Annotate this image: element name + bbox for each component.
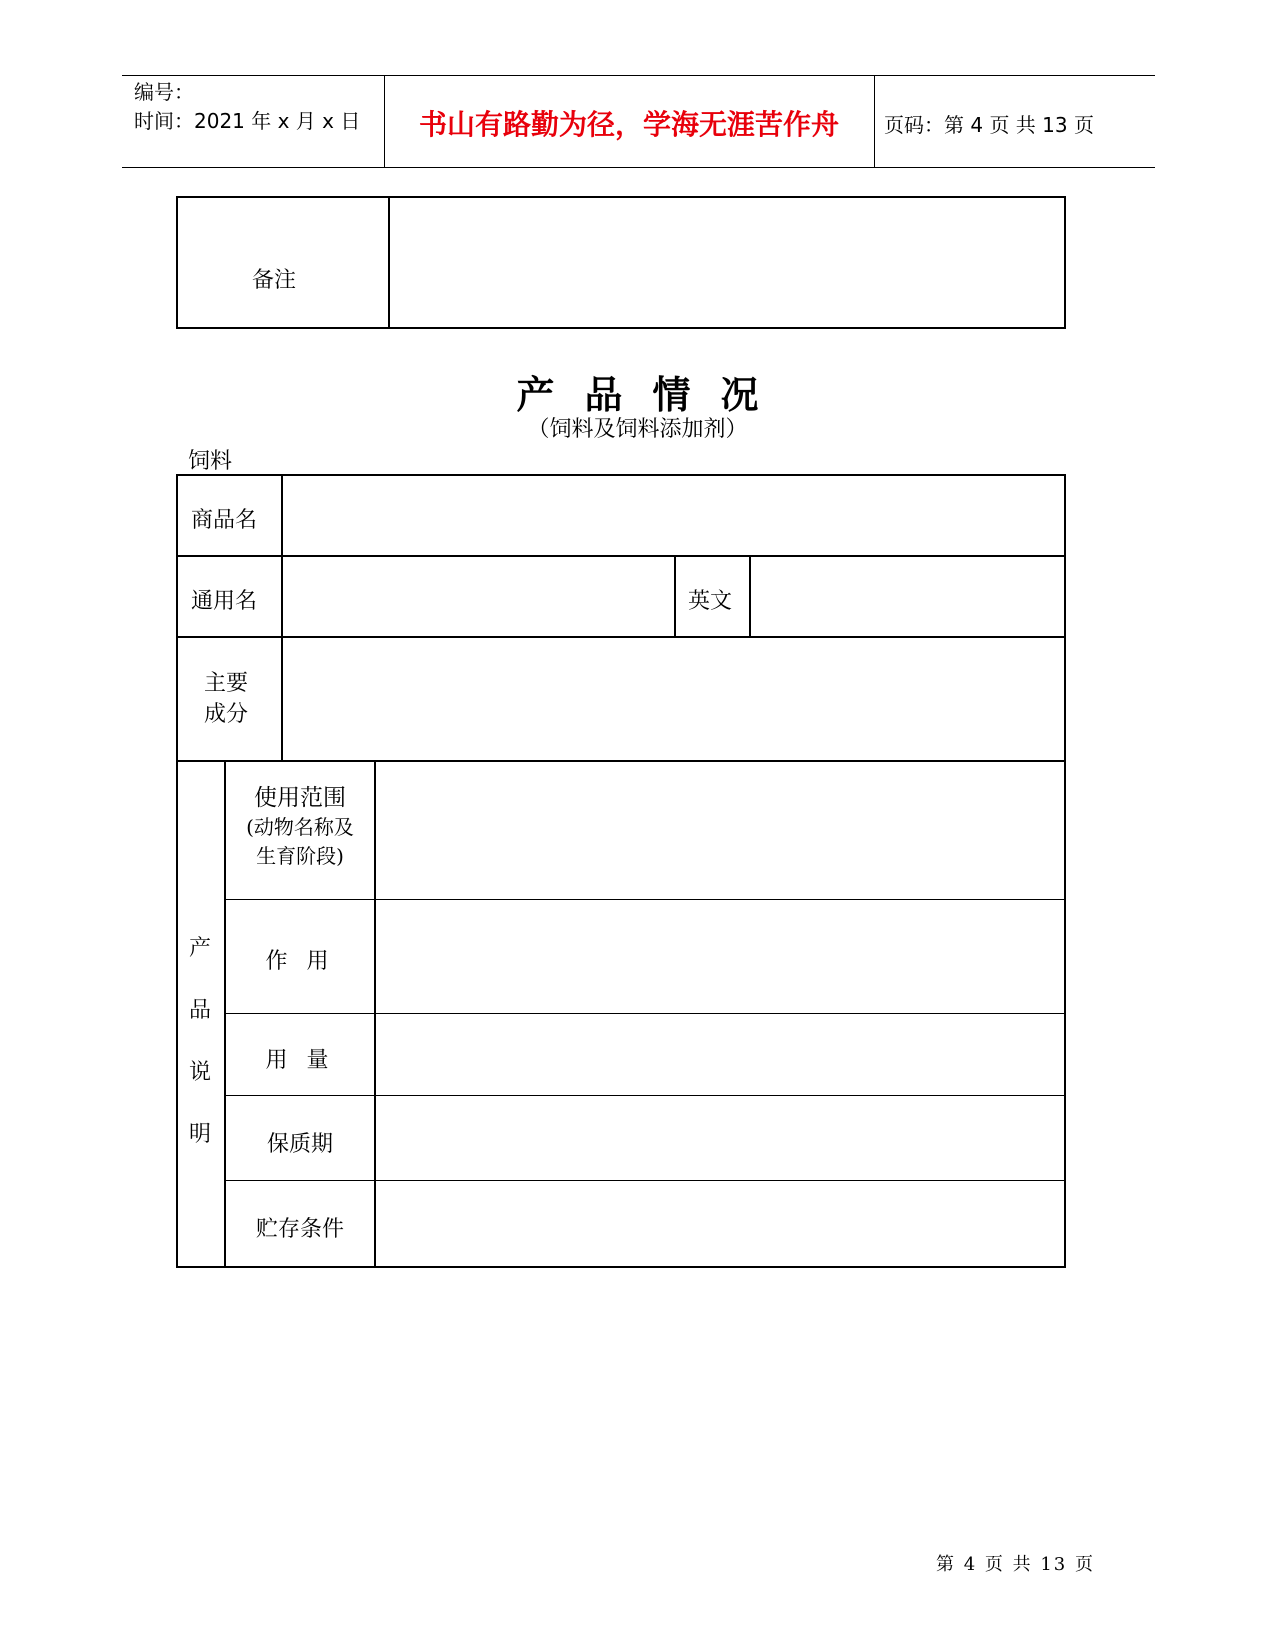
header-bottom-rule (122, 167, 1155, 168)
header-meta (134, 78, 360, 136)
function-label: 作 用 (265, 949, 335, 974)
english-name-field[interactable] (753, 558, 1064, 635)
header-motto: 书山有路勤为径，学海无涯苦作舟 (418, 108, 839, 141)
header-divider-right (874, 75, 875, 167)
main-ingredients-field[interactable] (285, 639, 1064, 759)
document-number-label: 编号： (134, 80, 194, 104)
remarks-divider (388, 196, 390, 329)
main-ingredients-label-line2: 成分 (204, 702, 249, 727)
function-field[interactable] (377, 901, 1064, 1012)
trade-name-field[interactable] (285, 476, 1064, 554)
row-rule-4 (225, 899, 1066, 900)
usage-scope-label-line2: (动物名称及 (246, 815, 354, 839)
usage-scope-label (226, 784, 374, 871)
main-ingredients-label-line1: 主要 (204, 671, 249, 696)
row-rule-2 (176, 636, 1066, 638)
shelf-life-field[interactable] (377, 1097, 1064, 1179)
col-rule-label (281, 474, 283, 761)
col-rule-sublabel (374, 760, 376, 1268)
common-name-field[interactable] (285, 558, 673, 635)
remarks-label: 备注 (252, 268, 297, 293)
product-description-char: 产 (188, 936, 211, 961)
product-description-label (188, 918, 212, 1166)
main-ingredients-label (204, 668, 248, 730)
row-rule-7 (225, 1180, 1066, 1181)
storage-conditions-label: 贮存条件 (255, 1217, 344, 1242)
section-subtitle: （饲料及饲料添加剂） (527, 417, 748, 442)
trade-name-label: 商品名 (191, 508, 258, 533)
header-top-rule (122, 75, 1155, 76)
english-name-label: 英文 (688, 589, 733, 614)
usage-scope-field[interactable] (377, 762, 1064, 898)
storage-conditions-field[interactable] (377, 1182, 1064, 1266)
footer-page-number: 第 4 页 共 13 页 (936, 1554, 1095, 1575)
product-description-char: 说 (188, 1060, 211, 1085)
row-rule-5 (225, 1013, 1066, 1014)
common-name-label: 通用名 (191, 589, 258, 614)
usage-scope-label-line1: 使用范围 (254, 785, 346, 811)
row-rule-6 (225, 1095, 1066, 1096)
col-rule-english-right (749, 555, 751, 637)
usage-scope-label-line3: 生育阶段) (256, 844, 344, 868)
remarks-value-field[interactable] (392, 198, 1062, 327)
row-rule-1 (176, 555, 1066, 557)
category-label: 饲料 (188, 449, 233, 474)
section-title: 产品情况 (516, 372, 789, 417)
product-description-char: 品 (188, 998, 211, 1023)
dosage-label: 用 量 (265, 1048, 335, 1073)
shelf-life-label: 保质期 (266, 1132, 333, 1157)
document-date-label: 时间：2021 年 x 月 x 日 (134, 109, 361, 133)
product-description-char: 明 (188, 1122, 211, 1147)
dosage-field[interactable] (377, 1015, 1064, 1094)
header-page-number: 页码：第 4 页 共 13 页 (884, 113, 1094, 137)
col-rule-english-left (674, 555, 676, 637)
